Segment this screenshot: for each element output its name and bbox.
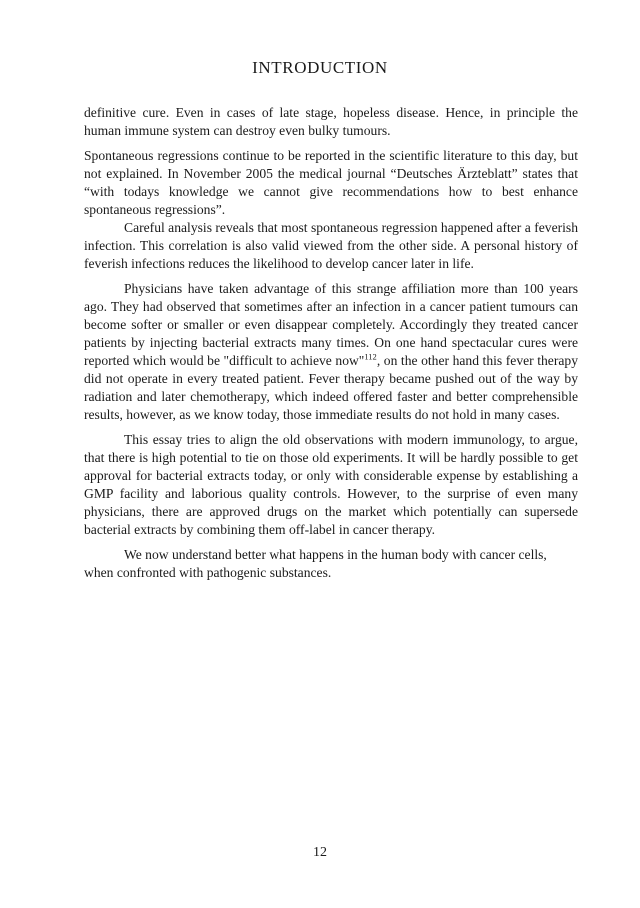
- paragraph-understanding: We now understand better what happens in the human body with cancer cells, when confronted with pathogenic substances.: [84, 547, 547, 580]
- footnote-reference: 112: [364, 351, 377, 362]
- paragraph-essay: This essay tries to align the old observations with modern immunology, to argue, that there is high potential to tie on those old experiments. It will be hardly possible to get approval for bacterial extracts today, or only with considerable expense by establishing a GMP facility and laborious quality controls. However, to the surprise of even many physicians, there are approved drugs on the market which potentially can supersede bacterial extracts by combining them off-label in cancer therapy.: [84, 432, 578, 537]
- paragraph-spontaneous-regressions: Spontaneous regressions continue to be reported in the scientific literature to this day, but not explained. In November 2005 the medical journal “Deutsches Ärzteblatt” states that “with todays knowledge we cannot give recommendations how to best enhance spontaneous regressions”.: [84, 148, 578, 217]
- paragraph-physicians-text-continued: , on the other hand this fever therapy did not operate in every treated patient. Fever therapy became pushed out of the way by radiation and later chemotherapy, which indeed offered faster and better comprehensible results, however, as we know today, those immediate results do not hold in many cases.: [84, 353, 578, 422]
- paragraph-careful-analysis: Careful analysis reveals that most spontaneous regression happened after a feverish infection. This correlation is also valid viewed from the other side. A personal history of feverish infections reduces the likelihood to develop cancer later in life.: [84, 220, 578, 271]
- paragraph-cure: definitive cure. Even in cases of late stage, hopeless disease. Hence, in principle the human immune system can destroy even bulky tumours.: [84, 105, 578, 138]
- body-text: [84, 104, 578, 582]
- paragraph-physicians: [84, 280, 578, 424]
- page-number: 12: [313, 845, 327, 860]
- page-title: INTRODUCTION: [252, 58, 388, 77]
- paragraph-physicians-text: Physicians have taken advantage of this strange affiliation more than 100 years ago. They had observed that sometimes after an infection in a cancer patient tumours can become softer or smaller or even disappear completely. Accordingly they treated cancer patients by injecting bacterial extracts many times. On one hand spectacular cures were reported which would be "difficult to achieve now": [84, 281, 578, 368]
